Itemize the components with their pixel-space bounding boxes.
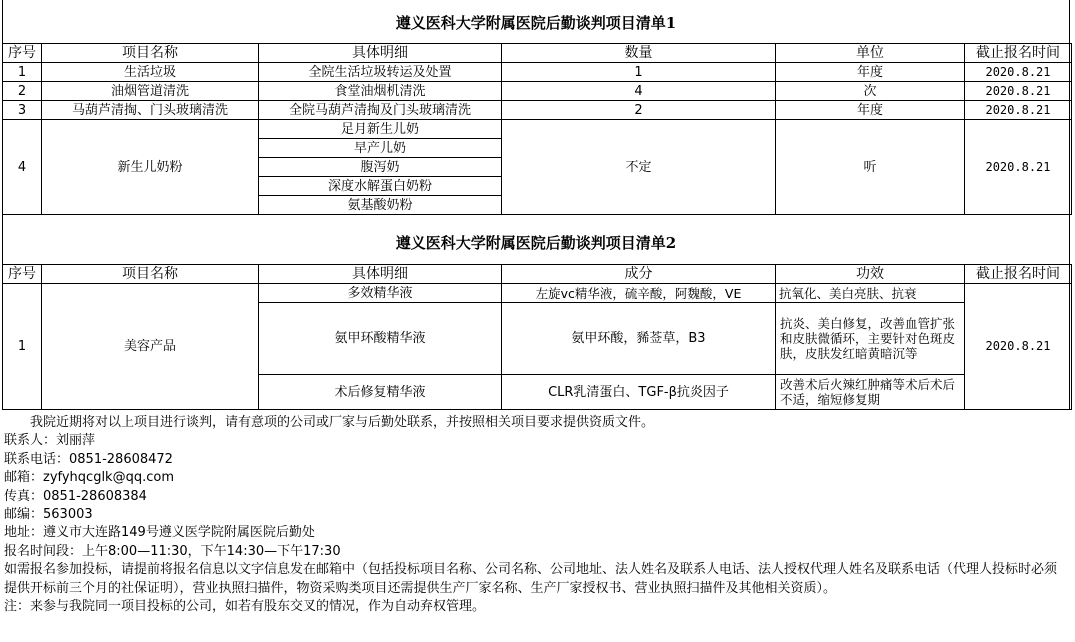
cell-qty: 2 [502, 101, 776, 120]
cell-detail: 氨甲环酸精华液 [259, 303, 502, 375]
table-row [3, 101, 1072, 120]
cell-deadline: 2020.8.21 [965, 63, 1072, 82]
cell-detail: 术后修复精华液 [259, 375, 502, 410]
cell-name: 油烟管道清洗 [42, 82, 259, 101]
table-row [3, 82, 1072, 101]
cell-detail: 足月新生儿奶 [259, 120, 502, 139]
header-detail: 具体明细 [259, 265, 502, 284]
cell-effect: 改善术后火辣红肿痛等术后术后不适，缩短修复期 [776, 375, 965, 410]
header-deadline: 截止报名时间 [965, 44, 1072, 63]
cell-detail: 早产儿奶 [259, 139, 502, 158]
contact-postcode: 邮编：563003 [4, 507, 93, 523]
table2 [2, 264, 1072, 410]
cell-deadline: 2020.8.21 [965, 82, 1072, 101]
registration-hours: 报名时间段：上午8:00—11:30，下午14:30—下午17:30 [4, 543, 341, 559]
cell-deadline: 2020.8.21 [965, 101, 1072, 120]
notice-footnote: 注：来参与我院同一项目投标的公司，如若有股东交叉的情况，作为自动弃权管理。 [4, 599, 486, 615]
cell-ingredient: 氨甲环酸，豨莶草，B3 [502, 303, 776, 375]
cell-name: 马葫芦清掏、门头玻璃清洗 [42, 101, 259, 120]
contact-address: 地址：遵义市大连路149号遵义医学院附属医院后勤处 [4, 525, 315, 541]
cell-deadline: 2020.8.21 [965, 120, 1072, 215]
cell-detail: 腹泻奶 [259, 158, 502, 177]
table2-header-row [3, 265, 1072, 284]
notice-intro: 我院近期将对以上项目进行谈判，请有意项的公司或厂家与后勤处联系，并按照相关项目要求提供资质文件。 [4, 415, 655, 430]
table1-header-row [3, 44, 1072, 63]
contact-phone: 联系电话：0851-28608472 [4, 451, 173, 467]
table-row [3, 284, 1072, 303]
cell-detail: 全院生活垃圾转运及处置 [259, 63, 502, 82]
header-unit: 单位 [776, 44, 965, 63]
cell-no: 1 [3, 284, 42, 410]
cell-detail: 多效精华液 [259, 284, 502, 303]
cell-name: 美容产品 [42, 284, 259, 410]
header-no: 序号 [3, 265, 42, 284]
cell-no: 2 [3, 82, 42, 101]
cell-detail: 全院马葫芦清掏及门头玻璃清洗 [259, 101, 502, 120]
header-effect: 功效 [776, 265, 965, 284]
cell-detail: 深度水解蛋白奶粉 [259, 177, 502, 196]
table-row [3, 120, 1072, 139]
cell-effect: 抗炎、美白修复，改善血管扩张和皮肤微循环，主要针对色斑皮肤，皮肤发红暗黄暗沉等 [776, 303, 965, 375]
cell-effect: 抗氧化、美白亮肤、抗衰 [776, 284, 965, 303]
contact-email: 邮箱：zyfyhqcglk@qq.com [4, 470, 174, 486]
cell-name: 新生儿奶粉 [42, 120, 259, 215]
table1 [2, 43, 1072, 215]
header-detail: 具体明细 [259, 44, 502, 63]
header-deadline: 截止报名时间 [965, 265, 1072, 284]
header-qty: 数量 [502, 44, 776, 63]
cell-no: 4 [3, 120, 42, 215]
cell-name: 生活垃圾 [42, 63, 259, 82]
cell-unit: 次 [776, 82, 965, 101]
header-name: 项目名称 [42, 44, 259, 63]
cell-ingredient: 左旋vc精华液，硫辛酸，阿魏酸，VE [502, 284, 776, 303]
table1-title: 遵义医科大学附属医院后勤谈判项目清单1 [395, 14, 677, 32]
cell-qty: 4 [502, 82, 776, 101]
cell-ingredient: CLR乳清蛋白、TGF-β抗炎因子 [502, 375, 776, 410]
cell-no: 3 [3, 101, 42, 120]
cell-qty: 1 [502, 63, 776, 82]
table-row [3, 63, 1072, 82]
cell-detail: 食堂油烟机清洗 [259, 82, 502, 101]
header-no: 序号 [3, 44, 42, 63]
cell-deadline: 2020.8.21 [965, 284, 1072, 410]
header-name: 项目名称 [42, 265, 259, 284]
cell-unit: 听 [776, 120, 965, 215]
notice-text [4, 414, 1068, 616]
registration-requirement: 如需报名参加投标，请提前将报名信息以文字信息发在邮箱中（包括投标项目名称、公司名称、公司地址、法人姓名及联系人电话、法人授权代理人姓名及联系电话（代理人投标时必须提供开标前三个月的社保证明），营业执照扫描件，物资采购类项目还需提供生产厂家名称、生产厂家授权书、营业执照扫描件及其他相关资质）。 [4, 562, 1058, 596]
cell-unit: 年度 [776, 101, 965, 120]
header-ingredient: 成分 [502, 265, 776, 284]
cell-unit: 年度 [776, 63, 965, 82]
cell-qty: 不定 [502, 120, 776, 215]
contact-fax: 传真：0851-28608384 [4, 488, 147, 504]
table2-title: 遵义医科大学附属医院后勤谈判项目清单2 [395, 234, 677, 252]
cell-detail: 氨基酸奶粉 [259, 196, 502, 215]
cell-no: 1 [3, 63, 42, 82]
contact-person: 联系人：刘丽萍 [4, 433, 96, 449]
